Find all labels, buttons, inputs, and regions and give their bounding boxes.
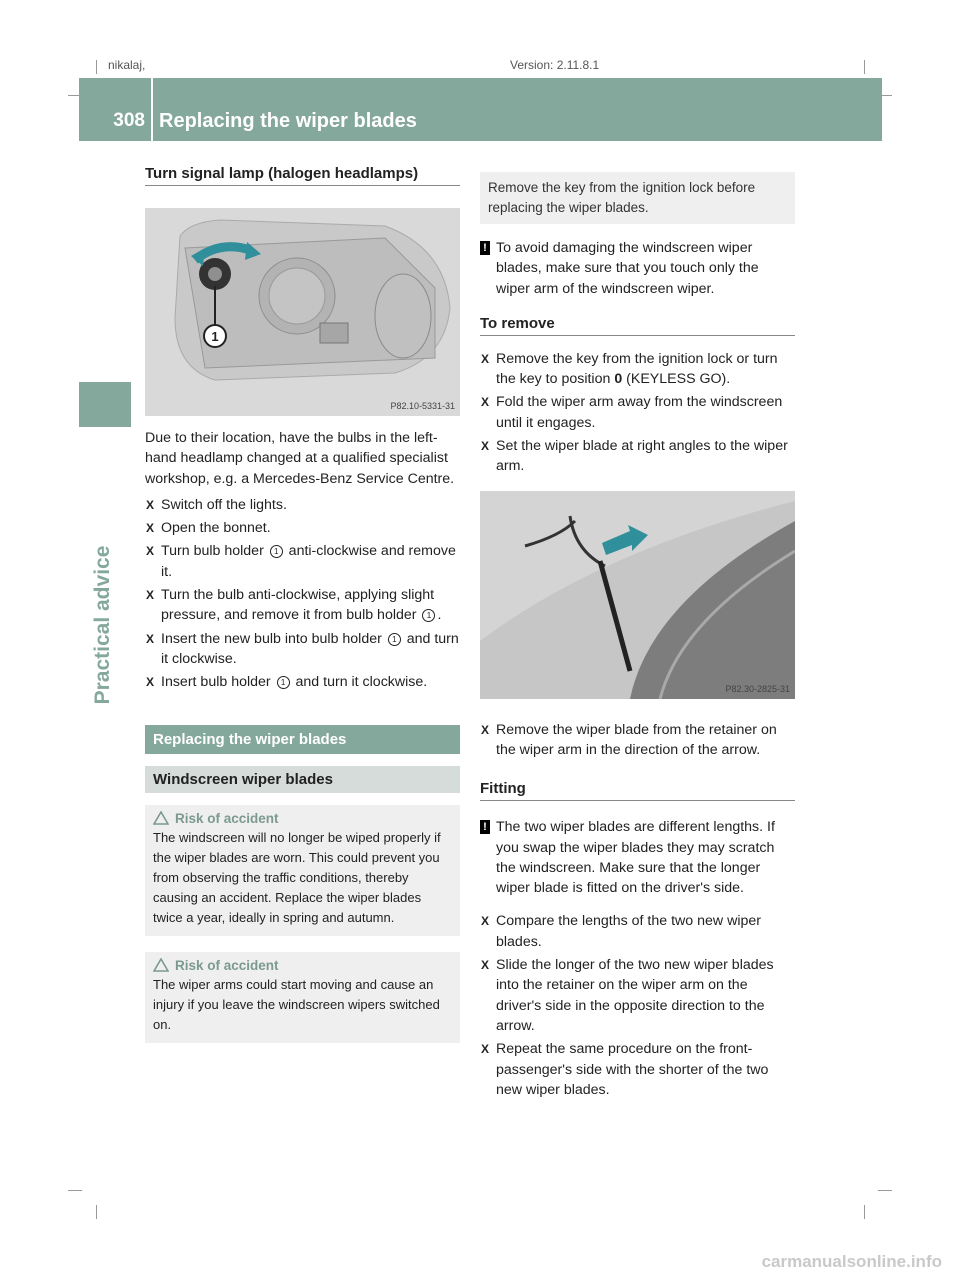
wiper-figure <box>480 491 795 699</box>
headlamp-illustration <box>145 208 460 416</box>
figure-code: P82.30-2825-31 <box>725 683 790 694</box>
list-item: X Turn the bulb anti-clockwise, applying slight pressure, and remove it from bulb holder 1 . <box>146 587 442 624</box>
caution-note: ! The two wiper blades are different lengths. If you swap the wiper blades they may scratch the windscreen. Make sure that the longer wiper blade is fitted on the driver's side. <box>480 817 795 898</box>
warning-text: The wiper arms could start moving and cause an injury if you leave the windscreen wipers switched on. <box>153 976 440 1032</box>
warning-triangle-icon <box>153 958 169 972</box>
list-item: X Fold the wiper arm away from the windscreen until it engages. <box>481 394 783 431</box>
headlamp-figure <box>145 208 460 416</box>
chapter-tab <box>79 382 131 427</box>
warning-box <box>145 805 460 936</box>
crop-mark <box>864 60 865 74</box>
callout-marker: 1 <box>388 633 401 646</box>
section-band: Replacing the wiper blades <box>145 725 460 754</box>
wiper-illustration <box>480 491 795 699</box>
page-header <box>79 78 882 141</box>
figure-code: P82.10-5331-31 <box>390 401 455 411</box>
list-item: X Repeat the same procedure on the front-passenger's side with the shorter of the two new wiper blades. <box>481 1041 769 1098</box>
crop-mark <box>864 1205 865 1219</box>
crop-mark <box>96 60 97 74</box>
warning-triangle-icon <box>153 811 169 825</box>
list-item: X Switch off the lights. <box>146 496 287 513</box>
right-column <box>480 172 795 1100</box>
header-divider <box>151 78 153 141</box>
list-item: X Slide the longer of the two new wiper blades into the retainer on the wiper arm on the driver's side in the opposite direction to the arrow. <box>481 957 774 1034</box>
section-heading-remove: To remove <box>480 315 795 336</box>
page-number: 308 <box>113 110 145 131</box>
warning-text: The windscreen will no longer be wiped properly if the wiper blades are worn. This could prevent you from observing the traffic conditions, thereby causing an accident. Replace the wiper blades twice a year, ideally in spring and autumn. <box>153 829 441 925</box>
subsection-band: Windscreen wiper blades <box>145 766 460 793</box>
print-meta-right: Version: 2.11.8.1 <box>510 58 600 72</box>
list-item: X Compare the lengths of the two new wiper blades. <box>481 913 761 950</box>
print-meta-left: nikalaj, <box>108 58 146 72</box>
intro-paragraph: Due to their location, have the bulbs in the left-hand headlamp changed at a qualified specialist workshop, e.g. a Mercedes-Benz Service Centre. <box>145 430 455 487</box>
warning-title: Risk of accident <box>175 957 279 973</box>
section-heading-fitting: Fitting <box>480 780 795 801</box>
section-heading-turn-signal: Turn signal lamp (halogen headlamps) <box>145 165 460 186</box>
chapter-label: Practical advice <box>91 545 114 705</box>
exclamation-icon: ! <box>480 241 490 255</box>
callout-marker: 1 <box>270 545 283 558</box>
figure-callout: 1 <box>211 329 219 344</box>
crop-mark <box>878 1190 892 1191</box>
exclamation-icon: ! <box>480 820 490 834</box>
list-item: X Set the wiper blade at right angles to the wiper arm. <box>481 438 788 475</box>
page-title: Replacing the wiper blades <box>159 110 417 132</box>
warning-box <box>145 952 460 1043</box>
list-item: X Insert the new bulb into bulb holder 1 and turn it clockwise. <box>146 630 459 667</box>
info-box: Remove the key from the ignition lock before replacing the wiper blades. <box>480 172 795 224</box>
warning-title: Risk of accident <box>175 810 279 826</box>
list-item: X Turn bulb holder 1 anti-clockwise and remove it. <box>146 543 456 580</box>
caution-note: ! To avoid damaging the windscreen wiper blades, make sure that you touch only the wiper arm of the windscreen wiper. <box>480 238 795 299</box>
list-item: X Remove the key from the ignition lock or turn the key to position 0 (KEYLESS GO). <box>481 350 778 388</box>
crop-mark <box>96 1205 97 1219</box>
left-column <box>145 165 460 1043</box>
crop-mark <box>68 1190 82 1191</box>
list-item: X Remove the wiper blade from the retainer on the wiper arm in the direction of the arrow. <box>481 721 777 758</box>
list-item: X Insert bulb holder 1 and turn it clockwise. <box>146 674 428 691</box>
callout-marker: 1 <box>422 609 435 622</box>
callout-marker: 1 <box>277 676 290 689</box>
watermark: carmanualsonline.info <box>761 1252 942 1271</box>
list-item: X Open the bonnet. <box>146 520 271 537</box>
